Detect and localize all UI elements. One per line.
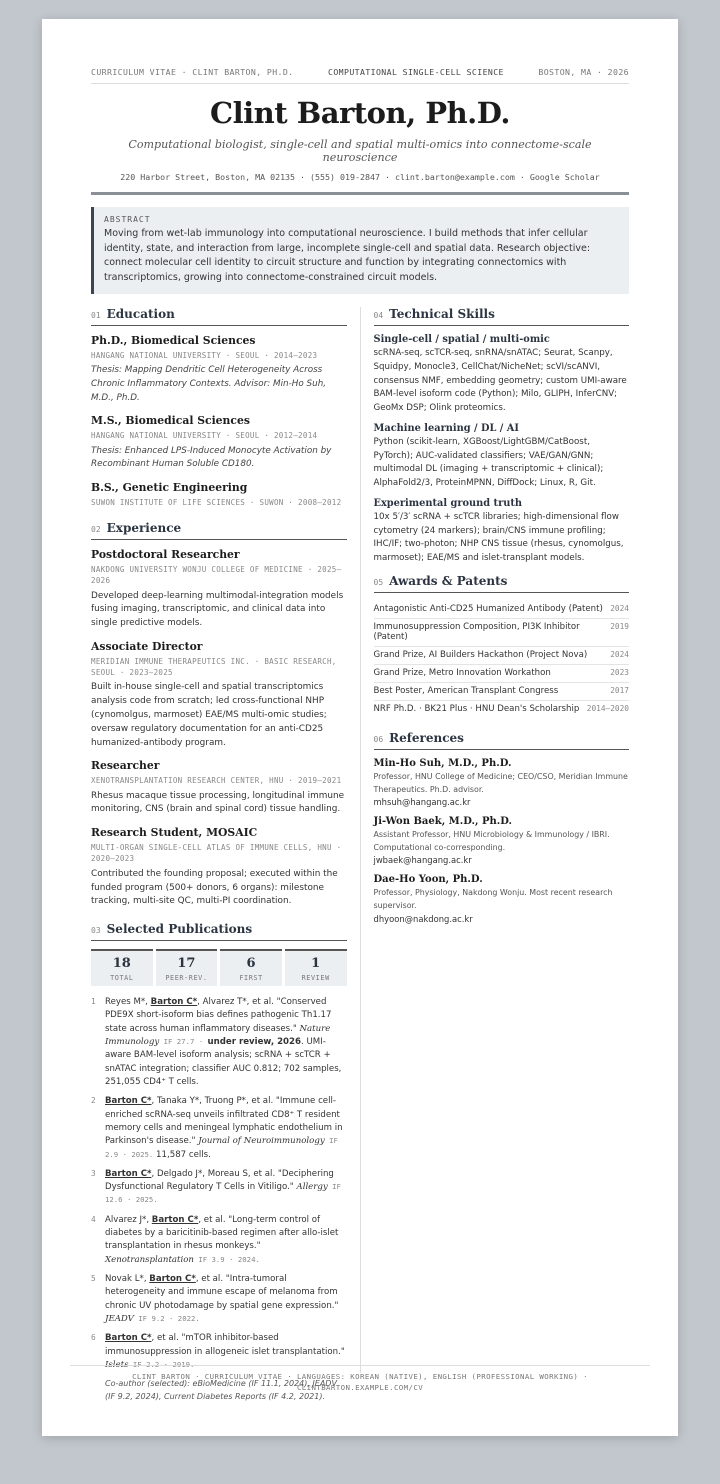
runhead-right: BOSTON, MA · 2026 [538,67,629,77]
section-title: Selected Publications [106,922,253,937]
award-year: 2017 [610,685,629,695]
stat-label: REVIEW [301,974,330,983]
award-year: 2024 [610,603,629,613]
pub-impact: IF 3.9 · 2024. [193,1254,260,1264]
publication-item [91,1273,347,1326]
pub-impact: IF 9.2 · 2022. [133,1313,200,1323]
publications-heading [91,922,347,941]
experience-entry [91,759,347,817]
publication-stats [91,949,347,986]
running-header [91,67,629,84]
stat-value: 17 [177,956,196,972]
cv-page [42,19,678,1436]
degree-meta: HANGANG NATIONAL UNIVERSITY · SEOUL · 2014–2023 [91,351,318,361]
reference-email[interactable]: mhsuh@hangang.ac.kr [373,797,471,808]
references-heading [374,731,630,750]
role-meta: MULTI-ORGAN SINGLE-CELL ATLAS OF IMMUNE CELLS, HNU · 2020–2023 [91,843,342,864]
pub-journal: Nature Immunology [105,1023,331,1048]
section-title: Education [106,307,175,322]
pub-self-author: Barton C* [105,1168,152,1179]
reference-email[interactable]: dhyoon@nakdong.ac.kr [373,913,473,924]
pub-journal: Islets [105,1359,129,1370]
pub-self-author: Barton C* [149,1274,196,1285]
pub-authors-title: , Tanaka Y*, Truong P*, et al. "Immune cell-enriched scRNA-seq unveils infiltrated CD8⁺ T resident memory cells and meningeal lymphatic endothelium in Parkinson's disease." [105,1096,343,1147]
award-name: Grand Prize, AI Builders Hackathon (Project Nova) [373,649,588,660]
award-item [374,601,630,619]
award-item [374,619,630,647]
award-name: Antagonistic Anti-CD25 Humanized Antibody (Patent) [373,603,603,614]
pub-authors-title: , Delgado J*, Moreau S, et al. "Deciphering Dysfunctional Regulatory T Cells in Vitiligo." [105,1168,334,1193]
publication-item [91,1168,347,1208]
pub-journal: Journal of Neuroimmunology [198,1136,325,1147]
left-column [91,307,347,1403]
pub-status: under review, 2026 [207,1037,301,1048]
section-number: 05 [373,577,384,587]
section-title: References [389,730,464,745]
stat-label: FIRST [239,974,263,983]
experience-heading [91,521,347,540]
section-number: 02 [91,525,101,534]
skill-heading: Experimental ground truth [373,497,523,509]
experience-entry [91,826,347,909]
publication-number: 5 [91,1274,96,1284]
award-item [374,665,630,683]
skill-heading: Single-cell / spatial / multi-omic [373,334,550,346]
section-number: 06 [373,734,384,744]
experience-entry [91,548,347,631]
reference-email[interactable]: jwbaek@hangang.ac.kr [373,855,472,866]
two-column-body [91,307,629,1403]
experience-entry [91,640,347,750]
publication-number: 3 [91,1168,96,1178]
stat-label: PEER-REV. [165,974,208,983]
role-title: Associate Director [91,639,203,653]
publication-number: 6 [91,1333,96,1343]
awards-list [374,601,630,718]
publication-number: 2 [91,1096,96,1106]
cv-tagline: Computational biologist, single-cell and spatial multi-omics into connectome-scale neuroscience [128,138,592,164]
pub-note: 11,587 cells. [153,1149,211,1160]
pub-authors-before: Reyes M*, [105,997,151,1008]
degree-title: M.S., Biomedical Sciences [91,414,250,428]
education-heading [91,307,347,326]
header-rule [91,192,629,195]
role-description: Rhesus macaque tissue processing, longitudinal immune monitoring, CNS (brain and spinal cord) tissue handling. [91,790,345,815]
reference-name: Ji-Won Baek, M.D., Ph.D. [373,816,513,828]
section-title: Experience [106,521,182,535]
award-item [374,647,630,665]
publication-item [91,1214,347,1267]
runhead-center: COMPUTATIONAL SINGLE-CELL SCIENCE [328,67,504,77]
skill-group [374,423,630,491]
reference-description: Professor, Physiology, Nakdong Wonju. Most recent research supervisor. [373,888,613,911]
award-item [374,701,630,718]
skills-heading [374,307,630,326]
reference-item [374,816,630,865]
education-entry [91,481,347,508]
degree-thesis: Thesis: Enhanced LPS-Induced Monocyte Activation by Recombinant Human Soluble CD180. [91,445,332,470]
role-description: Developed deep-learning multimodal-integration models fusing imaging, transcriptomic, and clinical data into single predictive models. [91,590,344,629]
role-title: Research Student, MOSAIC [91,826,258,840]
stat-total [91,949,153,986]
section-number: 04 [373,311,384,321]
stat-value: 18 [112,956,131,972]
page-footer: CLINT BARTON · CURRICULUM VITAE · LANGUAGES: KOREAN (NATIVE), ENGLISH (PROFESSIONAL WORKING) · CLINTBARTON.EXAMPLE.COM/CV [70,1365,650,1394]
section-title: Awards & Patents [389,573,508,588]
pub-impact: IF 27.7 · [159,1037,208,1047]
stat-label: TOTAL [110,974,134,983]
coauthor-note: Co-author (selected): eBioMedicine (IF 11.1, 2024), JEADV (IF 9.2, 2024), Current Diabetes Reports (IF 4.2, 2021). [105,1379,337,1401]
section-number: 01 [91,311,101,321]
role-title: Postdoctoral Researcher [91,548,240,561]
stat-first-author [220,949,282,986]
award-year: 2014–2020 [586,703,629,713]
cv-name: Clint Barton, Ph.D. [210,96,510,130]
publication-item [91,996,347,1089]
pub-authors-title: , et al. "Long-term control of diabetes by a baricitinib-based regimen after allo-islet transplantation in rhesus monkeys." [105,1214,339,1252]
pub-impact: IF 2.2 · 2019. [128,1359,195,1369]
pub-note: . UMI-aware BAM-level isoform analysis; scRNA + scTCR + snATAC integration; classifier AUC 0.812; 702 samples, 251,055 CD4⁺ T cells. [105,1037,342,1087]
role-title: Researcher [91,759,160,773]
abstract-label: ABSTRACT [104,215,151,224]
award-year: 2019 [610,621,629,631]
reference-description: Professor, HNU College of Medicine; CEO/CSO, Meridian Immune Therapeutics. Ph.D. advisor. [373,771,628,794]
right-column [374,307,630,1403]
pub-authors-title: , et al. "Intra-tumoral heterogeneity and immune escape of melanoma from chronic UV photodamage by spatial gene expression." [105,1274,339,1311]
education-entry [91,414,347,472]
role-meta: MERIDIAN IMMUNE THERAPEUTICS INC. · BASIC RESEARCH, SEOUL · 2023–2025 [91,656,337,678]
skill-text: scRNA-seq, scTCR-seq, snRNA/snATAC; Seurat, Scanpy, Squidpy, Monocle3, CellChat/NicheNet; scVI/scANVI, consensus NMF, embedding geometry; custom UMI-aware BAM-level isoform code (Python); Milo, GLIPH, InferCNV; GeoMx DSP; Olink proteomics. [373,348,627,414]
column-divider [360,307,361,1373]
publication-number: 4 [91,1214,96,1224]
skill-heading: Machine learning / DL / AI [373,422,519,434]
abstract-box [91,207,629,294]
role-description: Contributed the founding proposal; executed within the funded program (500+ donors, 6 organs): milestone tracking, multi-site QC, multi-PI coordination. [91,868,338,907]
section-number: 03 [91,926,101,936]
award-name: Immunosuppression Composition, PI3K Inhibitor (Patent) [373,621,580,642]
pub-authors-before: Alvarez J*, [105,1214,152,1225]
stat-value: 6 [246,956,256,972]
reference-name: Min-Ho Suh, M.D., Ph.D. [373,757,512,769]
role-meta: NAKDONG UNIVERSITY WONJU COLLEGE OF MEDICINE · 2025–2026 [91,565,342,586]
award-name: Best Poster, American Transplant Congress [373,685,559,696]
stat-value: 1 [311,956,321,972]
reference-item [374,874,630,923]
reference-description: Assistant Professor, HNU Microbiology & Immunology / IBRI. Computational co-corresponding. [373,830,610,852]
stat-peer-reviewed [156,949,218,986]
pub-self-author: Barton C* [151,1214,199,1225]
role-meta: XENOTRANSPLANTATION RESEARCH CENTER, HNU · 2019–2021 [91,776,342,786]
skill-group [374,498,630,566]
skill-text: 10x 5′/3′ scRNA + scTCR libraries; high-dimensional flow cytometry (24 markers); brain/CNS immune profiling; IHC/IF; two-photon; NHP CNS tissue (rhesus, cynomolgus, marmoset); EAE/MS and islet-transplant models. [373,511,624,564]
pub-self-author: Barton C* [105,1333,152,1344]
degree-title: Ph.D., Biomedical Sciences [91,334,256,348]
award-name: NRF Ph.D. · BK21 Plus · HNU Dean's Scholarship [373,703,580,714]
publication-item [91,1095,347,1162]
award-year: 2024 [610,649,629,659]
skill-text: Python (scikit-learn, XGBoost/LightGBM/CatBoost, PyTorch); AUC-validated classifiers; VAE/GAN/GNN; multimodal DL (imaging + transcriptomic + clinical); AlphaFold2/3, ProteinMPNN, DiffDock; Linux, R, Git. [373,436,604,489]
pub-self-author: Barton C* [105,1096,152,1107]
runhead-left: CURRICULUM VITAE · CLINT BARTON, PH.D. [91,67,294,77]
abstract-text: Moving from wet-lab immunology into computational neuroscience. I build methods that infer cellular identity, state, and interaction from large, incomplete single-cell and spatial data. Research objective: connect molecular cell identity to circuit structure and function by integrating connectomics with transcriptomics, growing into connectome-constrained circuit models. [104,228,591,283]
pub-impact: IF 2.9 · 2025. [105,1136,338,1159]
stat-review [285,949,347,986]
awards-heading [374,574,630,593]
reference-name: Dae-Ho Yoon, Ph.D. [373,874,483,886]
degree-thesis: Thesis: Mapping Dendritic Cell Heterogeneity Across Chronic Inflammatory Contexts. Advisor: Min-Ho Suh, M.D., Ph.D. [91,365,327,403]
contact-line: 220 Harbor Street, Boston, MA 02135 · (555) 019-2847 · clint.barton@example.com · Google Scholar [120,172,600,182]
pub-journal: Allergy [296,1182,328,1193]
pub-authors-title: , et al. "mTOR inhibitor-based immunosuppression in allogeneic islet transplantation." [105,1333,345,1357]
skill-group [374,334,630,416]
award-name: Grand Prize, Metro Innovation Workathon [373,667,551,678]
degree-meta: HANGANG NATIONAL UNIVERSITY · SEOUL · 2012–2014 [91,431,318,441]
role-description: Built in-house single-cell and spatial transcriptomics analysis code from scratch; led cross-functional NHP (cynomolgus, marmoset) EAE/MS multi-omic studies; oversaw regulatory documentation for an anti-CD25 humanized-antibody program. [91,682,327,748]
pub-impact: IF 12.6 · 2025. [105,1182,341,1205]
degree-title: B.S., Genetic Engineering [91,480,248,494]
pub-authors-title: , Alvarez T*, et al. "Conserved PDE9X short-isoform bias defines pathogenic Th1.17 state across human inflammatory diseases." [105,997,332,1034]
reference-item [374,758,630,807]
section-title: Technical Skills [389,307,495,322]
publication-number: 1 [91,997,96,1007]
award-item [374,683,630,701]
pub-journal: JEADV [105,1313,134,1324]
pub-self-author: Barton C* [150,997,198,1008]
award-year: 2023 [610,667,629,677]
degree-meta: SUWON INSTITUTE OF LIFE SCIENCES · SUWON · 2008–2012 [91,497,342,507]
pub-journal: Xenotransplantation [105,1254,194,1265]
pub-authors-before: Novak L*, [105,1274,150,1285]
education-entry [91,334,347,405]
